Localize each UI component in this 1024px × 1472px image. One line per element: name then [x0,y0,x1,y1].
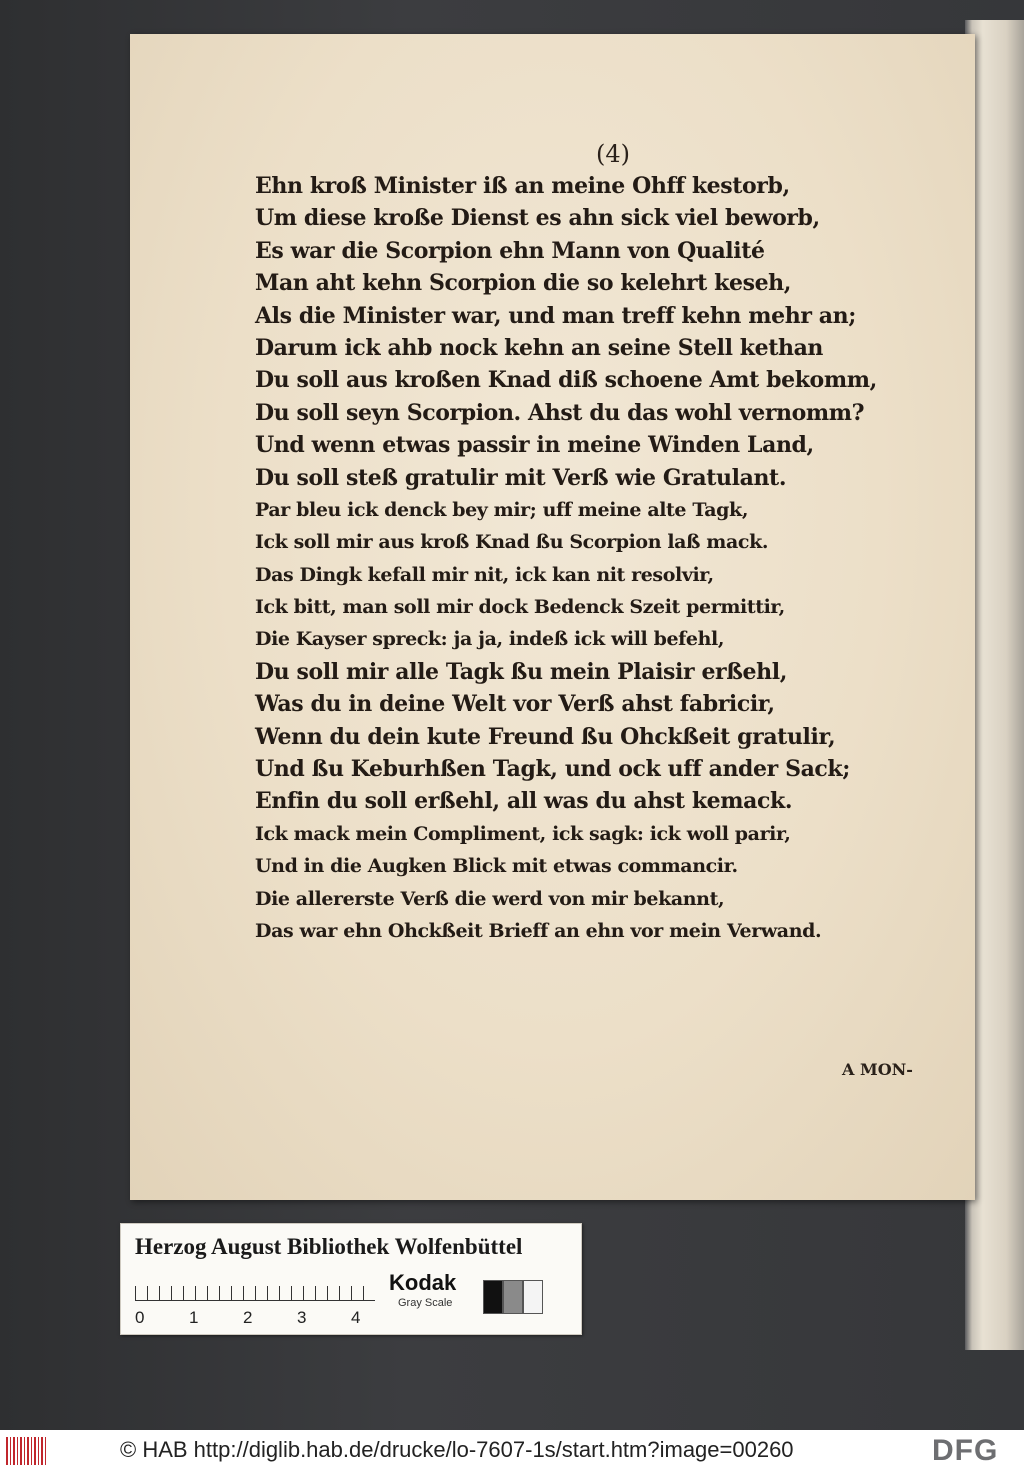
ruler-number: 3 [297,1308,307,1327]
verse-line: Als die Minister war, und man treff kehn mehr an; [255,302,856,329]
catchword: A MON- [842,1060,913,1079]
hab-barcode-icon [6,1437,48,1465]
ruler-number: 1 [189,1308,199,1327]
kodak-logo: Kodak [389,1270,457,1295]
verse-line: Das Dingk kefall mir nit, ick kan nit resolvir, [255,563,714,586]
verse-line: Ick bitt, man soll mir dock Bedenck Szeit permittir, [255,596,785,619]
verse-line: Enfin du soll erßehl, all was du ahst kemack. [255,788,793,815]
swatch-gray [503,1280,523,1314]
verse-line: Ehn kroß Minister iß an meine Ohff kestorb, [255,173,790,199]
verse-line: Du soll mir alle Tagk ßu mein Plaisir erßehl, [255,658,787,685]
verse-line: Ick soll mir aus kroß Knad ßu Scorpion laß mack. [255,531,769,554]
verse-line: Du soll aus kroßen Knad diß schoene Amt bekomm, [255,367,877,394]
ruler-number: 4 [351,1308,361,1327]
verse-text [255,170,875,947]
copyright-link[interactable]: © HAB http://diglib.hab.de/drucke/lo-7607-1s/start.htm?image=00260 [120,1437,794,1462]
scale-ruler [135,1276,375,1301]
verse-line: Du soll seyn Scorpion. Ahst du das wohl vernomm? [255,399,865,426]
verse-line: Und in die Augken Blick mit etwas commancir. [255,855,738,878]
verse-line: Es war die Scorpion ehn Mann von Qualité [255,237,765,264]
swatch-white [523,1280,543,1314]
verse-line: Du soll steß gratulir mit Verß wie Gratulant. [255,464,787,491]
verse-line: Die Kayser spreck: ja ja, indeß ick will befehl, [255,628,725,651]
ruler-number: 2 [243,1308,253,1327]
footer-bar [0,1430,1024,1472]
verse-line: Und ßu Keburhßen Tagk, und ock uff ander Sack; [255,756,850,783]
library-name: Herzog August Bibliothek Wolfenbüttel [135,1234,523,1259]
verse-line: Die allererste Verß die werd von mir bekannt, [255,887,725,910]
dfg-logo: DFG [932,1434,999,1467]
ruler-number: 0 [135,1308,145,1327]
verse-line: Darum ick ahb nock kehn an seine Stell kethan [255,334,824,361]
gray-swatches [483,1280,543,1312]
ruler-numbers [129,1308,389,1332]
verse-line: Und wenn etwas passir in meine Winden Land, [255,432,814,459]
verse-line: Was du in deine Welt vor Verß ahst fabricir, [255,691,775,718]
verse-line: Ick mack mein Compliment, ick sagk: ick woll parir, [255,822,791,845]
verse-line: Wenn du dein kute Freund ßu Ohckßeit gratulir, [255,723,836,750]
library-color-card [120,1223,582,1335]
verse-line: Um diese kroße Dienst es ahn sick viel beworb, [255,205,820,232]
page-number: (4) [596,140,630,168]
verse-line: Das war ehn Ohckßeit Brieff an ehn vor mein Verwand. [255,919,822,942]
verse-line: Man aht kehn Scorpion die so kelehrt keseh, [255,270,792,297]
swatch-black [483,1280,503,1314]
verse-line: Par bleu ick denck bey mir; uff meine alte Tagk, [255,498,749,521]
gray-scale-label: Gray Scale [398,1297,453,1309]
